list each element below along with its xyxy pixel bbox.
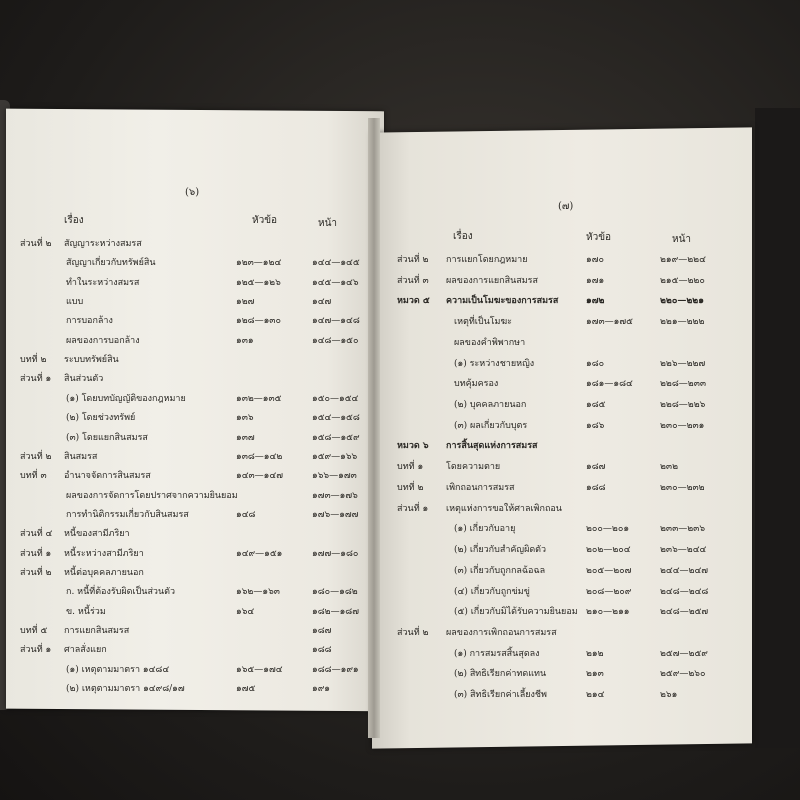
toc-row-page: ๒๒๘—๒๓๓ xyxy=(660,379,707,390)
toc-row-page: ๒๒๖—๒๒๗ xyxy=(660,358,706,369)
toc-row-label: บทที่ ๓ xyxy=(20,471,47,482)
toc-row-label: ส่วนที่ ๓ xyxy=(397,275,429,286)
toc-row-section: ๑๗๒ xyxy=(586,296,605,307)
toc-row-title: แบบ xyxy=(66,297,84,308)
toc-row-title: ทำในระหว่างสมรส xyxy=(66,277,140,288)
toc-row-title: ผลของการแยกสินสมรส xyxy=(446,275,538,286)
toc-row-title: ผลของการจัดการโดยปราศจากความยินยอม xyxy=(66,490,238,501)
toc-row-title: (๒) สิทธิเรียกค่าทดแทน xyxy=(454,669,547,680)
toc-row-title: ผลของการเพิกถอนการสมรส xyxy=(446,627,557,638)
book-cover-right xyxy=(755,108,800,748)
toc-row-title: (๒) บุคคลภายนอก xyxy=(454,400,527,411)
toc-row-page: ๑๗๗—๑๘๐ xyxy=(312,548,359,559)
toc-row-section: ๑๓๒—๑๓๕ xyxy=(236,393,282,404)
toc-row-section: ๑๘๐ xyxy=(586,358,605,369)
toc-row-page: ๑๘๘ xyxy=(312,645,332,656)
toc-row-title: (๒) เกี่ยวกับสำคัญผิดตัว xyxy=(454,545,547,556)
toc-row-page: ๒๒๑—๒๒๒ xyxy=(660,317,705,328)
toc-row-page: ๑๖๖—๑๗๓ xyxy=(312,471,357,482)
toc-row-title: (๑) เกี่ยวกับอายุ xyxy=(454,524,516,535)
toc-row-title: สัญญาระหว่างสมรส xyxy=(64,239,142,249)
toc-row-page: ๑๘๒—๑๘๗ xyxy=(312,606,360,617)
toc-row-title: การแยกสินสมรส xyxy=(64,626,130,636)
toc-row-title: ผลของคำพิพากษา xyxy=(454,337,526,348)
toc-row-title: ความเป็นโมฆะของการสมรส xyxy=(446,296,559,307)
toc-row-page: ๑๔๕—๑๔๖ xyxy=(312,277,359,288)
toc-row-section: ๑๔๘ xyxy=(236,509,256,520)
toc-row-title: บทคุ้มครอง xyxy=(454,379,499,390)
toc-row-label: ส่วนที่ ๑ xyxy=(20,645,52,656)
toc-row-section: ๑๗๐ xyxy=(586,255,604,265)
toc-row-section: ๑๒๗ xyxy=(236,297,255,308)
toc-row-section: ๑๘๘ xyxy=(586,482,606,493)
toc-row-page: ๒๓๒ xyxy=(660,462,679,473)
toc-row-title: (๒) เหตุตามมาตรา ๑๔๙๘/๑๗ xyxy=(66,684,185,695)
toc-row-page: ๑๔๗—๑๔๘ xyxy=(312,316,360,327)
toc-row-section: ๑๖๒—๑๖๓ xyxy=(236,587,280,598)
right-header-topic: เรื่อง xyxy=(453,231,473,242)
toc-row-page: ๑๔๔—๑๔๕ xyxy=(312,258,360,269)
toc-row-title: (๑) ระหว่างชายหญิง xyxy=(454,358,535,369)
toc-row-title: (๓) โดยแยกสินสมรส xyxy=(66,432,148,443)
toc-row-page: ๑๗๓—๑๗๖ xyxy=(312,490,358,501)
toc-row-title: (๑) เหตุตามมาตรา ๑๔๘๔ xyxy=(66,664,170,675)
left-page xyxy=(6,109,384,712)
toc-row-title: (๕) เกี่ยวกับมิได้รับความยินยอม xyxy=(454,607,578,618)
toc-row-section: ๒๑๒ xyxy=(586,648,604,659)
toc-row-section: ๒๐๕—๒๐๗ xyxy=(586,565,632,576)
toc-row-section: ๑๘๗ xyxy=(586,462,606,473)
toc-row-title: โดยความตาย xyxy=(446,462,501,473)
toc-row-page: ๒๑๕—๒๒๐ xyxy=(660,275,705,286)
toc-row-title: สัญญาเกี่ยวกับทรัพย์สิน xyxy=(66,258,156,269)
toc-row-title: เหตุแห่งการขอให้ศาลเพิกถอน xyxy=(446,503,562,514)
toc-row-label: หมวด ๖ xyxy=(397,441,429,452)
toc-row-label: บทที่ ๕ xyxy=(20,626,48,636)
toc-row-section: ๑๓๑ xyxy=(236,335,254,346)
toc-row-page: ๒๒๘—๒๒๖ xyxy=(660,400,706,411)
toc-row-title: ระบบทรัพย์สิน xyxy=(64,355,119,366)
book-gutter xyxy=(368,118,380,738)
toc-row-section: ๒๐๒—๒๐๔ xyxy=(586,545,631,556)
toc-row-section: ๑๗๑ xyxy=(586,275,605,286)
toc-row-page: ๑๕๔—๑๕๘ xyxy=(312,413,360,424)
toc-row-page: ๒๖๑ xyxy=(660,690,678,701)
toc-row-page: ๑๕๘—๑๕๙ xyxy=(312,432,360,443)
toc-row-page: ๑๗๖—๑๗๗ xyxy=(312,509,359,520)
toc-row-section: ๑๓๖ xyxy=(236,413,254,424)
toc-row-section: ๒๐๐—๒๐๑ xyxy=(586,524,630,535)
toc-row-page: ๑๔๘—๑๕๐ xyxy=(312,335,359,346)
toc-row-section: ๒๐๘—๒๐๙ xyxy=(586,586,632,597)
toc-row-title: การทำนิติกรรมเกี่ยวกับสินสมรส xyxy=(66,509,189,520)
right-header-section: หัวข้อ xyxy=(586,232,612,243)
toc-row-page: ๒๓๓—๒๓๖ xyxy=(660,524,706,535)
toc-row-section: ๑๘๑—๑๘๔ xyxy=(586,379,633,390)
toc-row-page: ๑๕๐—๑๕๔ xyxy=(312,393,359,404)
left-header-page: หน้า xyxy=(318,218,338,229)
toc-row-title: หนี้ของสามีภริยา xyxy=(64,529,130,540)
toc-row-label: ส่วนที่ ๑ xyxy=(397,503,429,514)
toc-row-title: ข. หนี้ร่วม xyxy=(66,606,106,617)
toc-row-title: อำนาจจัดการสินสมรส xyxy=(64,471,151,482)
left-header-section: หัวข้อ xyxy=(252,215,278,226)
toc-row-title: หนี้ต่อบุคคลภายนอก xyxy=(64,567,144,578)
toc-row-section: ๑๔๓—๑๔๗ xyxy=(236,471,283,482)
toc-row-section: ๑๖๕—๑๗๔ xyxy=(236,664,283,675)
toc-row-title: (๑) โดยบทบัญญัติของกฎหมาย xyxy=(66,393,186,404)
toc-row-label: ส่วนที่ ๑ xyxy=(20,548,52,559)
toc-row-section: ๑๗๓—๑๗๕ xyxy=(586,317,633,328)
toc-row-section: ๑๘๖ xyxy=(586,420,605,431)
toc-row-page: ๒๓๐—๒๓๑ xyxy=(660,420,705,431)
toc-row-title: สินสมรส xyxy=(64,451,98,462)
left-header-topic: เรื่อง xyxy=(64,215,84,226)
toc-row-label: บทที่ ๒ xyxy=(20,355,47,366)
toc-row-page: ๑๕๙—๑๖๖ xyxy=(312,451,358,462)
toc-row-label: หมวด ๕ xyxy=(397,296,430,307)
toc-row-section: ๑๗๕ xyxy=(236,684,256,695)
toc-row-title: ผลของการบอกล้าง xyxy=(66,335,140,346)
toc-row-title: การแยกโดยกฎหมาย xyxy=(446,255,528,265)
toc-row-label: ส่วนที่ ๒ xyxy=(397,627,429,638)
toc-row-label: บทที่ ๑ xyxy=(397,462,424,473)
toc-row-page: ๑๙๑ xyxy=(312,684,331,695)
toc-row-page: ๑๘๘—๑๙๑ xyxy=(312,664,359,675)
toc-row-label: ส่วนที่ ๒ xyxy=(20,451,52,462)
toc-row-title: (๔) เกี่ยวกับถูกข่มขู่ xyxy=(454,586,530,597)
toc-row-page: ๒๓๖—๒๔๔ xyxy=(660,545,707,556)
toc-row-label: ส่วนที่ ๔ xyxy=(20,529,53,540)
toc-row-label: ส่วนที่ ๒ xyxy=(20,567,52,578)
toc-row-title: (๓) ผลเกี่ยวกับบุตร xyxy=(454,420,528,431)
toc-row-section: ๒๑๐—๒๑๑ xyxy=(586,607,630,618)
right-header-page: หน้า xyxy=(672,234,692,245)
toc-row-page: ๑๔๗ xyxy=(312,297,332,308)
toc-row-page: ๒๕๙—๒๖๐ xyxy=(660,669,706,680)
toc-row-page: ๒๑๙—๒๒๔ xyxy=(660,255,706,265)
toc-row-section: ๑๓๗ xyxy=(236,432,255,443)
toc-row-section: ๑๓๘—๑๔๒ xyxy=(236,451,283,462)
toc-row-page: ๑๘๗ xyxy=(312,626,332,636)
toc-row-page: ๒๒๐—๒๒๑ xyxy=(660,296,704,307)
toc-row-title: ก. หนี้ที่ต้องรับผิดเป็นส่วนตัว xyxy=(66,587,176,598)
toc-row-section: ๑๘๕ xyxy=(586,400,606,411)
toc-row-section: ๑๔๙—๑๕๑ xyxy=(236,548,283,559)
toc-row-section: ๒๑๔ xyxy=(586,690,605,701)
left-page-number: (๖) xyxy=(185,187,200,198)
toc-row-section: ๒๑๓ xyxy=(586,669,604,680)
toc-row-title: การสิ้นสุดแห่งการสมรส xyxy=(446,441,538,452)
toc-row-title: สินส่วนตัว xyxy=(64,374,104,385)
toc-row-title: ศาลสั่งแยก xyxy=(64,645,107,656)
toc-row-title: การบอกล้าง xyxy=(66,316,113,327)
toc-row-section: ๑๒๕—๑๒๖ xyxy=(236,277,281,288)
toc-row-title: (๓) เกี่ยวกับถูกกลฉ้อฉล xyxy=(454,565,546,576)
toc-row-title: เหตุที่เป็นโมฆะ xyxy=(454,317,513,328)
right-page-number: (๗) xyxy=(558,201,574,212)
toc-row-title: หนี้ระหว่างสามีภริยา xyxy=(64,548,144,559)
toc-row-title: (๑) การสมรสสิ้นสุดลง xyxy=(454,648,540,659)
toc-row-page: ๒๔๔—๒๔๗ xyxy=(660,565,709,576)
toc-row-page: ๑๘๐—๑๘๒ xyxy=(312,587,358,598)
toc-row-page: ๒๔๘—๒๔๘ xyxy=(660,586,709,597)
toc-row-title: (๓) สิทธิเรียกค่าเลี้ยงชีพ xyxy=(454,690,547,701)
toc-row-title: (๒) โดยช่วงทรัพย์ xyxy=(66,413,136,424)
toc-row-label: บทที่ ๒ xyxy=(397,482,424,493)
toc-row-page: ๒๕๗—๒๕๙ xyxy=(660,648,708,659)
toc-row-section: ๑๒๓—๑๒๔ xyxy=(236,258,282,269)
toc-row-label: ส่วนที่ ๒ xyxy=(20,239,52,249)
toc-row-section: ๑๖๔ xyxy=(236,606,255,617)
toc-row-page: ๒๔๘—๒๕๗ xyxy=(660,607,709,618)
toc-row-label: ส่วนที่ ๑ xyxy=(20,374,52,385)
toc-row-title: เพิกถอนการสมรส xyxy=(446,482,515,493)
toc-row-label: ส่วนที่ ๒ xyxy=(397,255,429,265)
toc-row-page: ๒๓๐—๒๓๒ xyxy=(660,482,705,493)
toc-row-section: ๑๒๘—๑๓๐ xyxy=(236,316,281,327)
